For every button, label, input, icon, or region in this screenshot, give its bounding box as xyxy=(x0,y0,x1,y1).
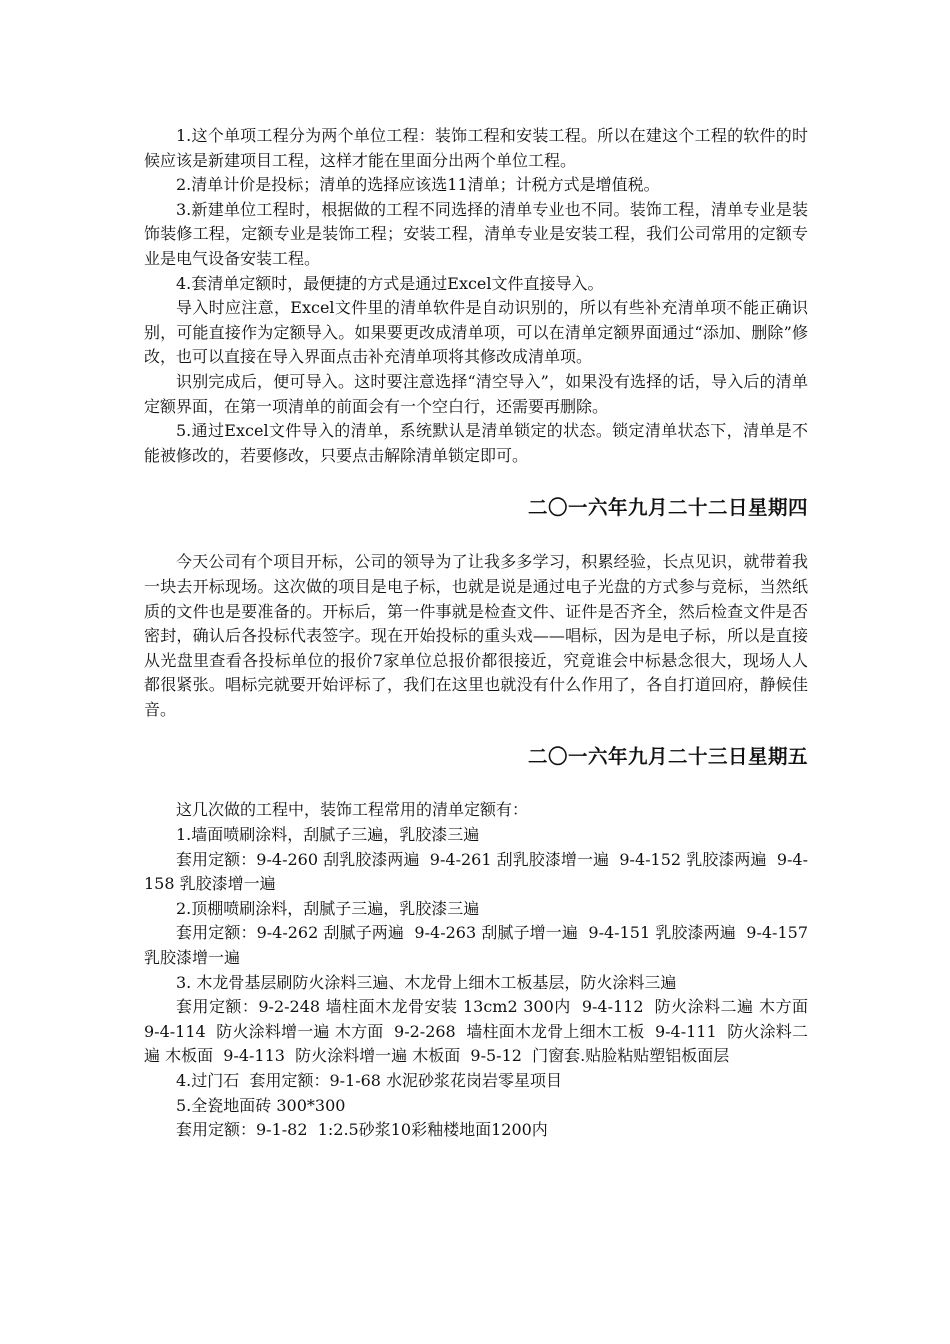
paragraph: 套用定额：9-2-248 墙柱面木龙骨安装 13cm2 300内 9-4-112 防火涂料二遍 木方面 9-4-114 防火涂料增一遍 木方面 9-2-268 墙柱面木龙骨上细木工板 9-4-111 防火涂料二遍 木板面 9-4-113 防火涂料增一遍 木板面 9-5-12 门窗套.贴脸粘贴塑铝板面层 xyxy=(144,997,819,1066)
paragraph: 导入时应注意，Excel文件里的清单软件是自动识别的，所以有些补充清单项不能正确识别，可能直接作为定额导入。如果要更改成清单项，可以在清单定额界面通过“添加、删除”修改，也可以直接在导入界面点击补充清单项将其修改成清单项。 xyxy=(144,298,808,367)
section-bid-opening xyxy=(144,550,808,722)
paragraph: 5.通过Excel文件导入的清单，系统默认是清单锁定的状态。锁定清单状态下，清单是不能被修改的，若要修改，只要点击解除清单锁定即可。 xyxy=(144,421,808,465)
paragraph: 2.顶棚喷刷涂料，刮腻子三遍，乳胶漆三遍 xyxy=(176,898,480,918)
paragraph: 4.过门石 套用定额：9-1-68 水泥砂浆花岗岩零星项目 xyxy=(176,1071,563,1090)
paragraph: 套用定额：9-4-262 刮腻子两遍 9-4-263 刮腻子增一遍 9-4-151 乳胶漆两遍 9-4-157 乳胶漆增一遍 xyxy=(144,923,814,968)
paragraph: 识别完成后，便可导入。这时要注意选择“清空导入”，如果没有选择的话，导入后的清单定额界面，在第一项清单的前面会有一个空白行，还需要再删除。 xyxy=(144,371,808,416)
paragraph: 2.清单计价是投标；清单的选择应该选11清单；计税方式是增值税。 xyxy=(176,175,660,195)
section-construction-notes xyxy=(144,124,808,468)
paragraph: 1.墙面喷刷涂料，刮腻子三遍，乳胶漆三遍 xyxy=(176,825,480,845)
paragraph: 1.这个单项工程分为两个单位工程：装饰工程和安装工程。所以在建这个工程的软件的时候应该是新建项目工程，这样才能在里面分出两个单位工程。 xyxy=(144,126,808,170)
paragraph: 3.新建单位工程时，根据做的工程不同选择的清单专业也不同。装饰工程，清单专业是装饰装修工程，定额专业是装饰工程；安装工程，清单专业是安装工程，我们公司常用的定额专业是电气设备安装工程。 xyxy=(144,199,808,268)
section-quota-list xyxy=(144,798,819,1142)
paragraph: 3. 木龙骨基层刷防火涂料三遍、木龙骨上细木工板基层，防火涂料三遍 xyxy=(176,972,677,992)
paragraph: 套用定额：9-1-82 1:2.5砂浆10彩釉楼地面1200内 xyxy=(176,1120,548,1140)
paragraph: 今天公司有个项目开标，公司的领导为了让我多多学习，积累经验，长点见识，就带着我一块去开标现场。这次做的项目是电子标，也就是说是通过电子光盘的方式参与竞标，当然纸质的文件也是要准备的。开标后，第一件事就是检查文件、证件是否齐全，然后检查文件是否密封，确认后各投标代表签字。现在开始投标的重头戏——唱标，因为是电子标，所以是直接从光盘里查看各投标单位的报价7家单位总报价都很接近，究竟谁会中标悬念很大，现场人人都很紧张。唱标完就要开始评标了，我们在这里也就没有什么作用了，各自打道回府，静候佳音。 xyxy=(144,552,808,719)
document-page xyxy=(144,124,819,1143)
paragraph: 5.全瓷地面砖 300*300 xyxy=(176,1095,346,1115)
date-heading: 二〇一六年九月二十二日星期四 xyxy=(527,496,808,520)
paragraph: 这几次做的工程中，装饰工程常用的清单定额有： xyxy=(176,800,529,820)
paragraph: 4.套清单定额时，最便捷的方式是通过Excel文件直接导入。 xyxy=(176,273,604,293)
date-heading: 二〇一六年九月二十三日星期五 xyxy=(527,745,808,769)
paragraph: 套用定额：9-4-260 刮乳胶漆两遍 9-4-261 刮乳胶漆增一遍 9-4-152 乳胶漆两遍 9-4-158 乳胶漆增一遍 xyxy=(144,849,808,894)
